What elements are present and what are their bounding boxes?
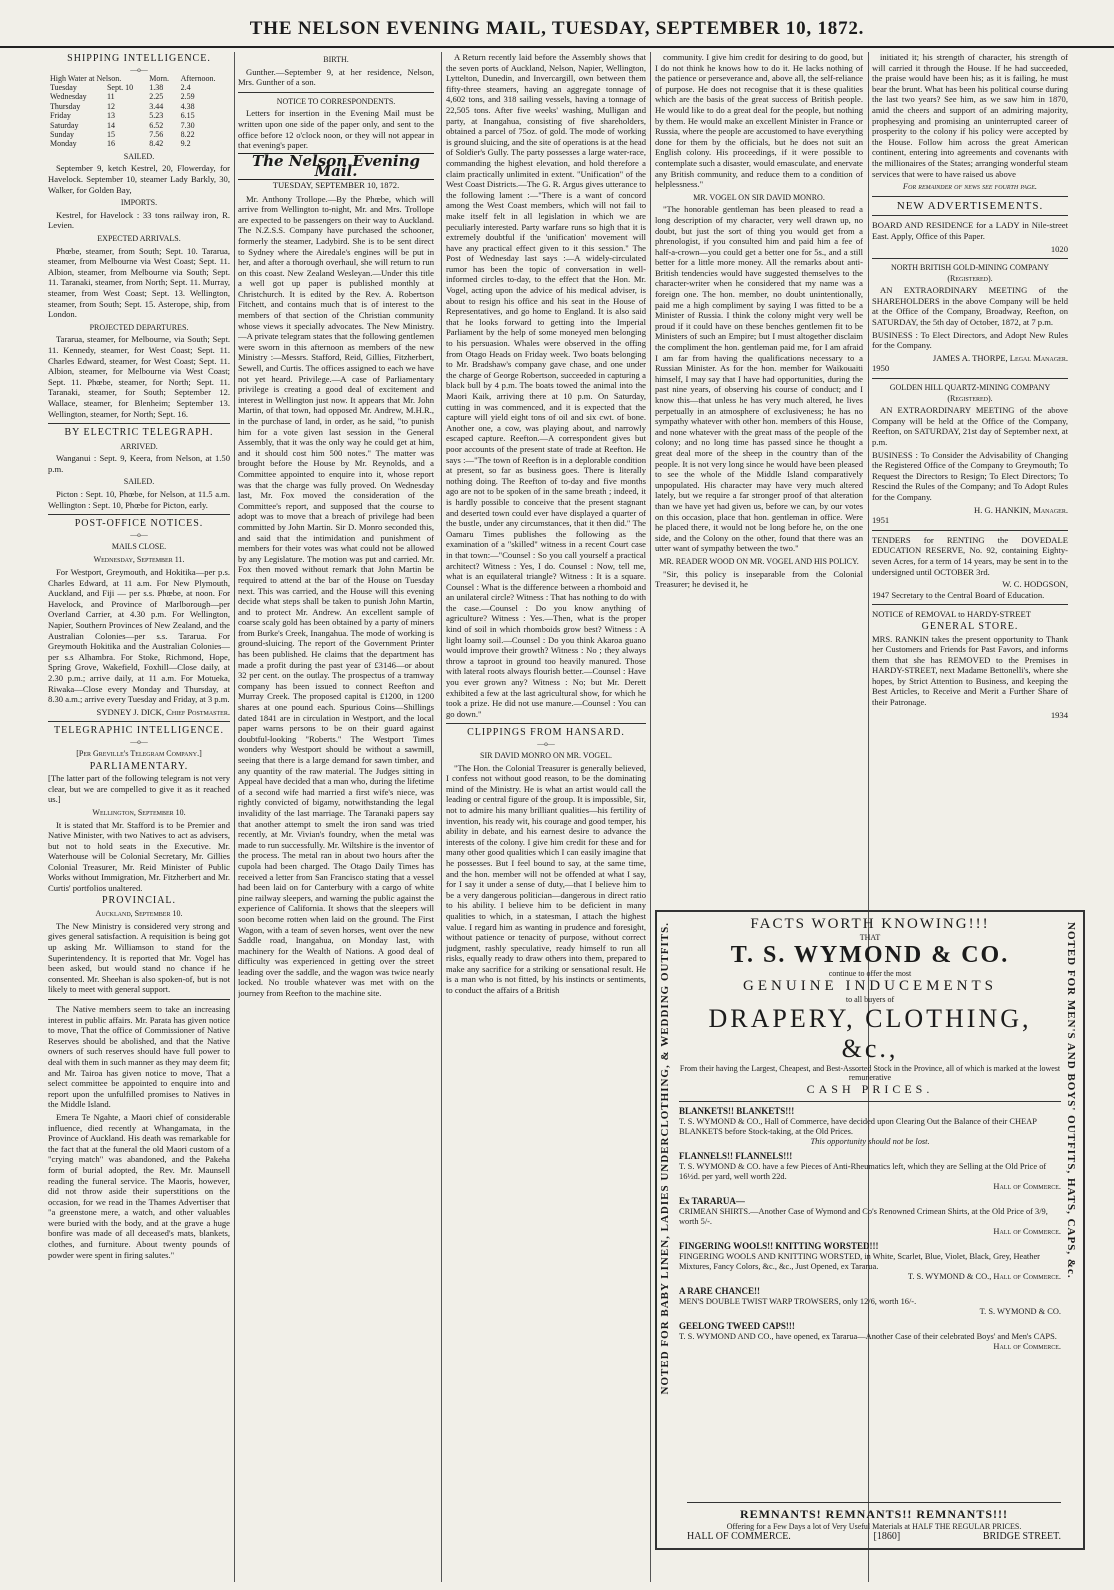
tide-table [48, 74, 230, 149]
table-row: Monday 16 8.42 9.2 [50, 139, 191, 149]
ad-text: AN EXTRAORDINARY MEETING of the above Company will be held at the Office of the Company, Reefton, on SATURDAY, 21st day of September next, at p.m. [872, 405, 1068, 447]
ad-number: 1950 [872, 363, 890, 374]
ad-text: TENDERS for RENTING the DOVEDALE EDUCATION RESERVE, No. 92, containing Eighty-seven Acres, for a term of 14 years, may be sent in to the undersigned until OCTOBER 3rd. [872, 534, 1068, 577]
ad-company: T. S. WYMOND & CO. [730, 942, 1010, 968]
ad-inducements: GENUINE INDUCEMENTS [743, 978, 997, 994]
ad-number: 1934 [1050, 709, 1068, 720]
ad-title: GOLDEN HILL QUARTZ-MINING COMPANY (Registered). [889, 383, 1051, 403]
section-heading: MAILS CLOSE. [111, 541, 167, 551]
section-heading: PROVINCIAL. [101, 894, 177, 906]
masthead: THE NELSON EVENING MAIL, TUESDAY, SEPTEMBER 10, 1872. [0, 18, 1114, 48]
wymond-advertisement: NOTED FOR BABY LINEN, LADIES UNDERCLOTHING, & WEDDING OUTFITS. NOTED FOR MEN'S AND BOYS' OUTFITS, HATS, CAPS, &c. FACTS WORTH KNOWING!!! THAT T. S. WYMOND & CO. continue to offer the most GENUINE INDUCEMENTS to all buyers of DRAPERY, CLOTHING, &c., From their having the Largest, Cheapest, and Best-Assorted Stock in the Province, all of which is marked at the lowest remunerative CASH PRICES. BLANKETS!! BLANKETS!!! T. S. WYMOND & CO., Hall of Commerce, have decided upon Clearing Out the Balance of their CHEAP BLANKETS before Stock-taking, at the Old Prices. This opportunity should not be lost. FLANNELS!! FLANNELS!!! T. S. WYMOND & CO. have a few Pieces of Anti-Rheumatics left, which they are Selling at the Old Price of 16½d. per yard, well worth 22d. Hall of Commerce. Ex TARARUA— CRIMEAN SHIRTS.—Another Case of Wymond and Co's Renowned Crimean Shirts, at the Old Price of 3/9, worth 5/-. Hall of Commerce. FINGERING WOOLS!! KNITTING WORSTED!!! FINGERING WOOLS AND KNITTING WORSTED, in White, Scarlet, Blue, Violet, Black, Grey, Heather Mixtures, Fancy Colors, &c., &c., Just Opened, ex Tararua. T. S. WYMOND & CO., Hall of Commerce. A RARE CHANCE!! MEN'S DOUBLE TWIST WARP TROWSERS, only 12/6, worth 16/-. T. S. WYMOND & CO. GEELONG TWEED CAPS!!! T. S. WYMOND AND CO., have opened, ex Tararua—Another Case of their celebrated Boys' and Men's CAPS. Hall of Commerce. REMNANTS! REMNANTS!! REMNANTS!!! Offering for a Few Days a lot of Very Useful Materials at HALF THE REGULAR PRICES. HALL OF COMMERCE. [1860] BRIDGE STREET. [655, 910, 1085, 1550]
ad-number: 1951 [872, 515, 890, 526]
column-5 [872, 52, 1068, 904]
ad-fingering: FINGERING WOOLS!! KNITTING WORSTED!!! FINGERING WOOLS AND KNITTING WORSTED, in White, Scarlet, Blue, Violet, Black, Grey, Heather Mixtures, Fancy Colors, &c., &c., Just Opened, ex Tararua. T. S. WYMOND & CO., Hall of Commerce. [679, 1241, 1061, 1281]
article-text: initiated it; his strength of character, his strength of will carried it through the House. If he had succeeded, the praise would have been his; as it is failing, he must bear the brunt. What has been his political course during the last two years? See him, as we saw him in 1870, amid the cheers and support of an admiring majority, prophesying and promising an uninterrupted career of prosperity to the colony if his policy were accepted by the House. Follow him across the great American continent, entering into agreements and covenants with the millionaires of the States; arranging wonderful steam services that were to have raised us above [872, 52, 1068, 179]
ad-title: GENERAL STORE. [921, 620, 1019, 632]
ad-text: BUSINESS : To Consider the Advisability of Changing the Registered Office of the Company to Greymouth; To Request the Directors to Resign; To Elect Directors; To Rescind the Rules of the Company; and To Adopt Rules for the Company. [872, 449, 1068, 502]
article-text: Kestrel, for Havelock : 33 tons railway iron, R. Levien. [48, 209, 230, 231]
column-rule [234, 52, 235, 1582]
ad-crimean: Ex TARARUA— CRIMEAN SHIRTS.—Another Case of Wymond and Co's Renowned Crimean Shirts, at the Old Price of 3/9, worth 5/-. Hall of Commerce. [679, 1196, 1061, 1236]
table-row: Wednesday 11 2.25 2.59 [50, 92, 195, 102]
section-heading: MR. VOGEL ON SIR DAVID MONRO. [693, 192, 825, 202]
section-heading: SIR DAVID MONRO ON MR. VOGEL. [480, 751, 612, 760]
post-office-title: POST-OFFICE NOTICES. [74, 518, 204, 530]
signature: SYDNEY J. DICK, Chief Postmaster. [96, 706, 230, 717]
table-row: Friday 13 5.23 6.15 [50, 111, 195, 121]
column-4 [655, 52, 863, 904]
remainder-note: For remainder of news see fourth page. [902, 181, 1038, 192]
article-text: For Westport, Greymouth, and Hokitika—per p.s. Charles Edward, at 11 a.m. For New Plymouth, Auckland, and Fiji — per s.s. Phœbe, at noon. For Havelock, and Province of Marlborough—per Overland Carrier, at 4.30 p.m. For Wellington, Napier, Southern Provinces of New Zealand, and the Australian Colonies—per s.s. Tararua. For Greymouth Hokitika and the Australian Colonies—per s.s Alhambra. For Stoke, Richmond, Hope, Spring Grove, Wakefield, Foxhill—Close daily, at 2.30 p.m.; arrive daily, at 11 a.m. For Motueka, Riwaka—Close every Monday and Thursday, at 8.30 a.m.; arrive every Tuesday and Friday, at 3 p.m. [48, 567, 230, 705]
tide-header: Morn. [149, 73, 170, 83]
section-heading: IMPORTS. [120, 198, 158, 208]
article-text: community. I give him credit for desiring to do good, but I do not think he knows how to do it. He lacks nothing of the patience or perseverance and, above all, the self-reliance of purpose. He does not recognise that it is these qualities which are the basis of the great success of British people. He would like to do a great deal for the people, but nothing by them. He would make an excellent Minister in France or Russia, where the people are accustomed to have everything done for them by the officials, but he does not suit an English colony. His proceedings, if it were possible to contemplate such a disaster, would emasculate, and enervate any British community, and reduce them to a condition of helplessness." [655, 52, 863, 190]
section-heading: PARLIAMENTARY. [89, 760, 189, 772]
mails-date: Wednesday, September 11. [93, 555, 185, 565]
section-heading: EXPECTED ARRIVALS. [97, 234, 181, 243]
signature: H. G. HANKIN, Manager. [974, 504, 1068, 515]
ad-number: 1020 [1050, 243, 1068, 254]
section-heading: [Per Greville's Telegram Company.] [76, 748, 202, 758]
ad-text: BOARD AND RESIDENCE for a LADY in Nile-street East. Apply, Office of this Paper. [872, 220, 1068, 241]
table-row: Thursday 12 3.44 4.38 [50, 101, 195, 111]
column-1: SHIPPING INTELLIGENCE. —o— High Water at Nelson. Morn. Afternoon. Tuesday Sept. 10 1.38 2.4 Wednesday 11 2.25 2.59 Thursday 12 3.44 4.38 Friday 13 5.23 6.15 Saturday 14 6.52 7.30 Sunday 15 7.56 8.22 Monday 16 8.42 9.2 SAILED. September 9, ketch Kestrel, 20, Flowerday, for Havelock. September 10, steamer Lady Barkly, 30, Walker, for Golden Bay, IMPORTS. Kestrel, for Havelock : 33 tons railway iron, R. Levien. EXPECTED ARRIVALS. Phœbe, steamer, from South; Sept. 10. Tararua, steamer, from Melbourne via West Coast; Sept. 11. Albion, steamer, from Melbourne via South; Sept. 11. Taranaki, steamer, from North; Sept. 11. Murray, steamer, from West Coast; Sept. 13. Wellington, steamer, from South; Sept. 15. Asterope, ship, from London. PROJECTED DEPARTURES. Tararua, steamer, for Melbourne, via South; Sept. 11. Kennedy, steamer, for West Coast; Sept. 11. Charles Edward, steamer, for West Coast; Sept. 11. Albion, steamer, for Melbourne via West Coast; Sept. 11. Phœbe, steamer, for North; Sept. 11. Taranaki, steamer, for South; September 12. Wallace, steamer, for Blenheim; September 13. Wellington, steamer, for North; Sept. 16. BY ELECTRIC TELEGRAPH. ARRIVED. Wanganui : Sept. 9, Keera, from Nelson, at 1.50 p.m. SAILED. Picton : Sept. 10, Phœbe, for Nelson, at 11.5 a.m. Wellington : Sept. 10, Phœbe for Picton, early. POST-OFFICE NOTICES. —o— MAILS CLOSE. Wednesday, September 11. For Westport, Greymouth, and Hokitika—per p.s. Charles Edward, at 11 a.m. For New Plymouth, Auckland, and Fiji — per s.s. Phœbe, at noon. For Havelock, and Province of Marlborough—per Overland Carrier, at 4.30 p.m. For Wellington, Napier, Southern Provinces of New Zealand, and the Australian Colonies—per s.s. Tararua. For Greymouth Hokitika and the Australian Colonies—per s.s Alhambra. For Stoke, Richmond, Hope, Spring Grove, Wakefield, Foxhill—Close daily, at 2.30 p.m.; arrive daily, at 11 a.m. For Motueka, Riwaka—Close every Monday and Thursday, at 8.30 a.m.; arrive every Tuesday and Friday, at 3 p.m. SYDNEY J. DICK, Chief Postmaster. TELEGRAPHIC INTELLIGENCE. —o— [Per Greville's Telegram Company.] PARLIAMENTARY. [The latter part of the following telegram is not very clear, but we are compelled to give it as it reached us.] Wellington, September 10. It is stated that Mr. Stafford is to be Premier and Native Minister, with two Natives to act as advisers, but not to hold seats in the Executive. Mr. Waterhouse will be Colonial Secretary, Mr. Gillies Colonial Treasurer, Mr. Reid Minister of Public Works without Immigration, Mr. Fitzherbert and Mr. Curtis' portfolios unaltered. PROVINCIAL. Auckland, September 10. The New Ministry is considered very strong and gives general satisfaction. A requisition is being got up asking Mr. Williamson to stand for the Superintendency. It is reported that Mr. Vogel has been asked, but would stand no chance if he consented. Mr. Sheehan is also spoken-of, but is not likely to meet with general support. The Native members seem to take an increasing interest in public affairs. Mr. Parata has given notice to move, That the office of Commissioner of Native Reserves should be abolished, and that the Native owners of such reserves should have full power to deal with them in such manner as they may deem fit; and Mr. Tairoa has given notice to move, That a select committee be appointed to enquire into and report upon the unfulfilled promises to Natives in the Middle Island. Emera Te Ngahte, a Maori chief of considerable influence, died recently at Whangamata, in the Province of Auckland. His death was remarkable for the fact that at the funeral the old Maori custom of a "crying match" was abandoned, and the Pakeha form of burial adopted, the Rev. Mr. Maunsell reading the funeral service. The Maoris, however, did not throw aside their superstitions on the occasion, for we read in the Thames Advertiser that "a greenstone mere, a watch, and other valuables were buried with the body, and at the grave a huge bonfire was made of all deceased's mats, blankets, clothes, and furniture. About twenty pounds of powder were spent in firing salutes." [48, 53, 230, 1260]
article-text: September 9, ketch Kestrel, 20, Flowerday, for Havelock. September 10, steamer Lady Barkly, 30, Walker, for Golden Bay, [48, 163, 230, 195]
ad-number: 1947 Secretary to the Central Board of Education. [872, 589, 1045, 600]
clippings-title: CLIPPINGS FROM HANSARD. [467, 727, 625, 739]
shipping-title: SHIPPING INTELLIGENCE. [67, 53, 211, 64]
column-rule [650, 52, 651, 1582]
column-2 [238, 52, 434, 1582]
signature: W. C. HODGSON, [1002, 579, 1068, 590]
ad-title: NOTICE of REMOVAL to HARDY-STREET [872, 609, 1031, 620]
article-text: "Sir, this policy is inseparable from the Colonial Treasurer; he devised it, he [655, 568, 863, 590]
article-text: Mr. Anthony Trollope.—By the Phœbe, which will arrive from Wellington to-night, Mr. and Mrs. Trollope are expected to be passengers on their way to Auckland. The N.Z.S.S. Company have purchased the schooner, formerly the steamer, Ladybird. She is to be sent direct to Sydney where the Airedale's engines will be put in her, and after a thorough overhaul, she will return to run on this coast. New Zealand Wesleyan.—Under this title a well got up paper is published monthly at Christchurch. It is edited by the Rev. A. Robertson Fitchett, and contains much that is of interest to the members of that section of the Christian community whose views it specially advocates. The New Ministry.—A private telegram states that the following gentlemen were sworn in this afternoon as members of the new Ministry :—Messrs. Stafford, Reid, Gillies, Fitzherbert, Sewell, and Curtis. The offices assigned to each we have not yet heard. Privilege.—A case of Parliamentary privilege is creating a good deal of excitement and interest in Wellington just now. It appears that Mr. John Martin, of that town, had opposed Mr. Andrew, M.H.R., in the purchase of land, in order, as he said, "to punish him for a vote given last session in the General Assembly, that it was the only way he could get at him, and it should cost him 500 notes." The matter was brought before the House by Mr. Reynolds, and a Committee appointed to enquire into it, whose report was that the charge was fully proved. On Wednesday last, Mr. Fox moved the consideration of the Committee's report, and supposed that the course to adopt was to move that a breach of privilege had been committed by John Martin. Sir D. Monro seconded this, and said that the intimidation and punishment of members for their votes was what could not be allowed by any Legislature. The motion was put and carried. Mr. Fox then moved without remark that John Martin be required to attend at the bar of the House on Tuesday next. This was carried, and the House will this evening decide what steps shall be taken to punish John Martin, and to protect Mr. Andrew. An excellent sample of coarse scaly gold has been obtained by a party of miners from Burke's Creek, Inangahua. The mode of working is ground-sluicing. The report of the Government Printer has been published. He claims that the department has made a profit during the past year of £3146—or about 32 per cent. on the outlay. The prospectus of a tramway company has been issued to connect Reefton and Murray Creek. The proposed capital is £1200, in 1200 shares at one pound each. Spurious Coins—Shillings dated 1841 are in circulation in Westport, and the local paper warns persons to be on their guard against doubtful-looking "Roberts." The Westport Times wonders why Westport should be without a sawmill, seeing that there is a large demand for sawn timber, and any quantity of the raw material. The Judges sitting in Appeal have decided that a man who, during the lifetime of a second wife had married a first wife's niece, was rightly convicted of bigamy, notwithstanding the legal invalidity of the last marriage. The Taranaki papers say that another attempt to smelt the iron sand was tried recently, at Mr. Vivian's foundry, when the metal was made to run successfully. Mr. Wiltshire is the inventor of the process. The metal ran in about two hours after the cupola had been charged. The Otago Daily Times has received a letter from San Francisco stating that a vessel had been laid on for Canterbury with a cargo of white pine railway sleepers, and warning the public against the experience of California. It shows that the sleepers will soon become rotten when laid on the ground. The First Wagon, with a team of seven horses, went over the new Saddle road, Inangahua, on Monday last, with machinery for the Wealth of Nations. A good deal of difficulty was experienced in getting over the street leading over the saddle, and the wagon was twice nearly locked. No trouble whatever was met with on the journey from Reefton to the machine site. [238, 193, 434, 999]
section-heading: PROJECTED DEPARTURES. [89, 322, 189, 332]
article-text: It is stated that Mr. Stafford is to be Premier and Native Minister, with two Natives to act as advisers, but not to hold seats in the Executive. Mr. Waterhouse will be Colonial Secretary, Mr. Gillies Colonial Treasurer, Mr. Reid Minister of Public Works without Immigration, Mr. Fitzherbert and Mr. Curtis' portfolios unaltered. [48, 819, 230, 894]
section-heading: ARRIVED. [120, 441, 158, 451]
section-heading: SAILED. [123, 151, 155, 161]
ad-caps: GEELONG TWEED CAPS!!! T. S. WYMOND AND CO., have opened, ex Tararua—Another Case of their celebrated Boys' and Men's CAPS. Hall of Commerce. [679, 1321, 1061, 1351]
table-row: Tuesday Sept. 10 1.38 2.4 [50, 83, 191, 92]
side-banner-left: NOTED FOR BABY LINEN, LADIES UNDERCLOTHING, & WEDDING OUTFITS. [659, 922, 671, 1395]
article-text: Gunther.—September 9, at her residence, Nelson, Mrs. Gunther of a son. [238, 66, 434, 88]
side-banner-right: NOTED FOR MEN'S AND BOYS' OUTFITS, HATS, CAPS, &c. [1065, 922, 1077, 1279]
article-text: Tararua, steamer, for Melbourne, via South; Sept. 11. Kennedy, steamer, for West Coast; Sept. 11. Charles Edward, steamer, for West Coast; Sept. 11. Albion, steamer, for Melbourne via West Coast; Sept. 11. Phœbe, steamer, for North; Sept. 11. Taranaki, steamer, for South; September 12. Wallace, steamer, for Blenheim; September 13. Wellington, steamer, for North; Sept. 16. [48, 334, 230, 419]
ad-cash-prices: CASH PRICES. [806, 1082, 934, 1096]
ad-text: AN EXTRAORDINARY MEETING of the SHAREHOLDERS in the above Company will be held at the Office of the Company, Broadway, Reefton, on SATURDAY, the 5th day of October, 1872, at 7 p.m. [872, 285, 1068, 328]
table-row: Saturday 14 6.52 7.30 [50, 120, 195, 130]
ad-drapery: DRAPERY, CLOTHING, &c., [708, 1004, 1032, 1063]
column-3: A Return recently laid before the Assembly shows that the seven ports of Auckland, Nelson, Napier, Wellington, Lyttelton, Dunedin, and Invercargill, own between them fifty-three steamers, having an aggregate tonnage of 4,602 tons, and 318 sailing vessels, having a tonnage of 22,505 tons. After five weeks' washing, Mulligan and party, at Inangahua, consisting of five shareholders, obtained a parcel of 75oz. of gold. The mode of working is ground sluicing, and the site of operations is at the head of Soldier's Gully. The party possesses a large water-race, commanding the highest elevation, and hold therefore a claim practically unlimited in extent. "Unification" of the West Coast Districts.—The G. R. Argus gives utterance to the following lament :—"There is a want of concord among the West Coast members, which will not fail to make itself felt in all legislation in which we are peculiarly interested. Party warfare runs so high that it is extremely doubtful if the 'unification' movement will have any practical effect given to it this session." The Post of Wednesday last says :—A widely-circulated rumor has been the topic of conversation in well-informed circles to-day, to the effect that the Hon. Mr. Vogel, acting upon the advice of his medical adviser, is about to resign his office and his seat in the House of Representatives, and go home to England. It is also said that he looks forward to getting into the Imperial Parliament by the help of some moneyed men belonging to his persuasion. Whales were observed in the offing from Otago Heads on Friday week. Two boats belonging to Mr. Bradshaw's company gave chase, and one under the charge of George Robertson, succeeded in capturing a black bull by 4 p.m. The boats towed the animal into the Maori Kaik, arriving there at 10 p.m. On Saturday, cutting in was commenced, and it is expected that the capture will yield eight tons of oil and six cwt. of bone. Another one, a cow, was playing about, and narrowly escaped capture. Reefton.—A correspondent gives but poor accounts of the present state of trade at Reefton. He says :—"The town of Reefton is in a deplorable condition at present, so far as business goes. There is literally nothing doing. The Reefton of to-day and five months ago are not to be spoken of in the same breath ; indeed, it is hardly possible to conceive that the present stagnant and deserted town could ever have displayed a quarter of the bustle, under any circumstances, that it then did." The Oamaru Times publishes the following as the examination of a "skilled" witness in a recent Court case in that town:—"Counsel : So you call yourself a practical architect? Witness : Yes, I do. Counsel : Now, tell me, what is an equilateral triangle? Witness : It is a square. Counsel : What is the difference between a rhomboid and an unilateral circle? Witness : That has nothing to do with the case.—Counsel : Do you know anything of agriculture? Witness : Yes.—Then, what is the proper kind of soil in which rhomboids grow best? Witness : A light loamy soil.—Counsel : Do you think Akaroa guano would improve their growth? Witness : No ; they always throw a taproot in ground too heavily manured. Those with lateral roots always flourish better.—Counsel : Have you ever grown any? Witness : No; but Mr. Derett exhibited a few at the last agricultural show, for which he took a prize. He did not use manure.—Counsel : You can go down." CLIPPINGS FROM HANSARD. —o— SIR DAVID MONRO ON MR. VOGEL. "The Hon. the Colonial Treasurer is generally believed, I confess not without good reason, to be the dominating mind of the Ministry. He is what an artist would call the leading or central figure of the group. It is impossible, Sir, not to admire his many brilliant qualities—his fertility of invention, his ready wit, his courage and good temper, his ability in debate, and his earnest desire to advance the interests of the colony. I give him credit for these and for many other good qualities which I can easily imagine that he possesses. But I feel bound to say, at the same time, and the hon. member will not be offended at what I say, for I say it under a sense of duty,—that I believe him to be a very dangerous politician—dangerous in direct ratio to his ability. I believe him to be deficient in many qualities to which, in a statesman, I attach the highest value. I regard him as wanting in prudence and foresight, without patience or tenacity of purpose, without correct judgment, rashly speculative, ready himself to run all risks, equally ready to draw others into them, prepared to make any sacrifice for a striking or sensational result. He is a man who is not fitted, by his instincts or sentiments, to conduct the affairs of a British [446, 52, 646, 996]
column-rule [441, 52, 442, 1582]
ad-text: BUSINESS : To Elect Directors, and Adopt New Rules for the Company. [872, 329, 1068, 351]
signature: JAMES A. THORPE, Legal Manager. [932, 352, 1068, 363]
electric-title: BY ELECTRIC TELEGRAPH. [64, 427, 214, 439]
section-heading: MR. READER WOOD ON MR. VOGEL AND HIS POLICY. [659, 556, 859, 566]
tide-header: Afternoon. [180, 73, 216, 83]
article-text: Emera Te Ngahte, a Maori chief of considerable influence, died recently at Whangamata, in the Province of Auckland. His death was remarkable for the fact that at the funeral the old Maori custom of a "crying match" was abandoned, and the Pakeha form of burial adopted, the Rev. Mr. Maunsell reading the funeral service. The Maoris, however, did not throw aside their superstitions on the occasion, for we read in the Thames Advertiser that "a greenstone mere, a watch, and other valuables were buried with the body, and at the grave a huge bonfire was made of all deceased's mats, blankets, clothes, and furniture. About twenty pounds of powder were spent in firing salutes." [48, 1111, 230, 1260]
table-row [48, 74, 230, 83]
article-text: "The honorable gentleman has been pleased to read a long description of my character, very well drawn up, no doubt, but just the sort of thing you would get from a phrenologist, if you consulted him and paid him a fee of half-a-crown—you could get a better one for 5s., and a still better for a little more money. All the remarks about anti-British tendencies would have suggested themselves to the character-writer when he considered that my name was a foreign one. The hon. member, no doubt unintentionally, paid me a high compliment by saying I was fitted to be a Minister of Russia. I think the colony might very well be proud if it could have on these benches gentlemen fit to be Ministers of such an Empire; but I must altogether disclaim the compliment the hon. gentleman paid me, for I am afraid I am far from having the qualifications necessary to a Russian Minister. As for the hon. member for Waikouaiti himself, I may say that I have had opportunities, during the past nine years, of observing his course of conduct; and I know this—that unless he has very much altered, he lives perpetually in an atmosphere of exclusiveness; he has no sympathy whatever with other hon. members of this House, and none whatever with the great mass of the people of the colony; and no long time has passed since he thought a great deal more of the sheep in the country than of the people. It is not very long since he would have been pleased to see the whole of the Middle Island comparatively unpopulated. His character may have very much altered lately, but we require a far stronger proof of that alteration than we have yet had given us, before we can, by our votes on this occasion, place that hon. gentleman in office. Were he placed there, it would not be long before he, on the one side, and the Colony on the other, found that there was an utter want of sympathy between the two." [655, 204, 863, 554]
paper-title: The Nelson Evening Mail. [238, 153, 434, 180]
article-text: Wanganui : Sept. 9, Keera, from Nelson, at 1.50 p.m. [48, 453, 230, 474]
dateline: Wellington, September 10. [92, 807, 186, 817]
article-text: The New Ministry is considered very strong and gives general satisfaction. A requisition is being got up asking Mr. Williamson to stand for the Superintendency. It is reported that Mr. Vogel has been asked, but would stand no chance if he consented. Mr. Sheehan is also spoken-of, but is not likely to meet with general support. [48, 920, 230, 995]
new-ads-title: NEW ADVERTISEMENTS. [896, 199, 1044, 212]
dateline: Auckland, September 10. [95, 909, 183, 919]
section-heading: BIRTH. [323, 55, 349, 64]
article-text: "The Hon. the Colonial Treasurer is generally believed, I confess not without good reason, to be the dominating mind of the Ministry. He is what an artist would call the leading or central figure of the group. It is impossible, Sir, not to admire his many brilliant qualities—his fertility of invention, his ready wit, his courage and good temper, his ability in debate, and his earnest desire to advance the interests of the colony. I give him credit for these and for many other good qualities which I can easily imagine that he possesses. But I feel bound to say, at the same time, and the hon. member will not be offended at what I say, for I say it under a sense of duty,—that I believe him to be a very dangerous politician—dangerous in direct ratio to his ability. I believe him to be deficient in many qualities to which, in a statesman, I attach the highest value. I regard him as wanting in prudence and foresight, without patience or tenacity of purpose, without correct judgment, rashly speculative, ready himself to run all risks, equally ready to draw others into them, prepared to make any sacrifice for a striking or sensational result. He is a man who is not fitted, by his instincts or sentiments, to conduct the affairs of a British [446, 762, 646, 996]
table-row: Sunday 15 7.56 8.22 [50, 130, 195, 140]
ad-flannels: FLANNELS!! FLANNELS!!! T. S. WYMOND & CO. have a few Pieces of Anti-Rheumatics left, which they are Selling at the Old Price of 16½d. per yard, well worth 22d. Hall of Commerce. [679, 1151, 1061, 1191]
section-heading: SAILED. [123, 477, 155, 487]
ad-title: NORTH BRITISH GOLD-MINING COMPANY (Registered). [890, 263, 1050, 283]
section-heading: NOTICE TO CORRESPONDENTS. [276, 96, 396, 106]
telegraphic-title: TELEGRAPHIC INTELLIGENCE. [54, 725, 224, 737]
article-text: Phœbe, steamer, from South; Sept. 10. Tararua, steamer, from Melbourne via West Coast; Sept. 11. Albion, steamer, from Melbourne via South; Sept. 11. Taranaki, steamer, from North; Sept. 11. Murray, steamer, from West Coast; Sept. 13. Wellington, steamer, from South; Sept. 15. Asterope, ship, from London. [48, 245, 230, 320]
article-text: The Native members seem to take an increasing interest in public affairs. Mr. Parata has given notice to move, That the office of Commissioner of Native Reserves should be abolished, and that the Native owners of such reserves should have full power to deal with them in such manner as they may deem fit; and Mr. Tairoa has given notice to move, That a select committee be appointed to enquire into and report upon the unfulfilled promises to Natives in the Middle Island. [48, 1004, 230, 1110]
ad-remnants: REMNANTS! REMNANTS!! REMNANTS!!! Offering for a Few Days a lot of Very Useful Materials at HALF THE REGULAR PRICES. HALL OF COMMERCE. [1860] BRIDGE STREET. [687, 1498, 1061, 1542]
article-text: Letters for insertion in the Evening Mail must be written upon one side of the paper only, and sent to the office before 12 o'clock noon, or they will not appear in that evening's paper. [238, 108, 434, 151]
article-text: Picton : Sept. 10, Phœbe, for Nelson, at 11.5 a.m. Wellington : Sept. 10, Phœbe for Picton, early. [48, 489, 230, 510]
ad-text: MRS. RANKIN takes the present opportunity to Thank her Customers and Friends for Past Favors, and informs them that she has REMOVED to the Premises in HARDY-STREET, next Madame Bettonelli's, where she hopes, by Strict Attention to Business, and keeping the Best Articles, to Receive and Merit a Further Share of their Patronage. [872, 633, 1068, 708]
ad-headline: FACTS WORTH KNOWING!!! [750, 916, 990, 932]
dateline: TUESDAY, SEPTEMBER 10, 1872. [272, 179, 400, 190]
article-text: A Return recently laid before the Assembly shows that the seven ports of Auckland, Nelson, Napier, Wellington, Lyttelton, Dunedin, and Invercargill, own between them fifty-three steamers, having an aggregate tonnage of 4,602 tons, and 318 sailing vessels, having a tonnage of 22,505 tons. After five weeks' washing, Mulligan and party, at Inangahua, consisting of five shareholders, obtained a parcel of 75oz. of gold. The mode of working is ground sluicing, and the site of operations is at the head of Soldier's Gully. The party possesses a large water-race, commanding the highest elevation, and hold therefore a claim practically unlimited in extent. "Unification" of the West Coast Districts.—The G. R. Argus gives utterance to the following lament :—"There is a want of concord among the West Coast members, which will not fail to make itself felt in all legislation in which we are peculiarly interested. Party warfare runs so high that it is extremely doubtful if the 'unification' movement will have any practical effect given to it this session." The Post of Wednesday last says :—A widely-circulated rumor has been the topic of conversation in well-informed circles to-day, to the effect that the Hon. Mr. Vogel, acting upon the advice of his medical adviser, is about to resign his office and his seat in the House of Representatives, and go home to England. It is also said that he looks forward to getting into the Imperial Parliament by the help of some moneyed men belonging to his persuasion. Whales were observed in the offing from Otago Heads on Friday week. Two boats belonging to Mr. Bradshaw's company gave chase, and one under the charge of George Robertson, succeeded in capturing a black bull by 4 p.m. The boats towed the animal into the Maori Kaik, arriving there at 10 p.m. On Saturday, cutting in was commenced, and it is expected that the capture will yield eight tons of oil and six cwt. of bone. Another one, a cow, was playing about, and narrowly escaped capture. Reefton.—A correspondent gives but poor accounts of the present state of trade at Reefton. He says :—"The town of Reefton is in a deplorable condition at present, so far as business goes. There is literally nothing doing. The Reefton of to-day and five months ago are not to be spoken of in the same breath ; indeed, it is hardly possible to conceive that the present stagnant and deserted town could ever have displayed a quarter of the bustle, under any circumstances, that it then did." The Oamaru Times publishes the following as the examination of a "skilled" witness in a recent Court case in that town:—"Counsel : So you call yourself a practical architect? Witness : Yes, I do. Counsel : Now, tell me, what is an equilateral triangle? Witness : It is a square. Counsel : What is the difference between a rhomboid and an unilateral circle? Witness : That has nothing to do with the case.—Counsel : Do you know anything of agriculture? Witness : Yes.—Then, what is the proper kind of soil in which rhomboids grow best? Witness : A light loamy soil.—Counsel : Do you think Akaroa guano would improve their growth? Witness : No ; they always throw a taproot in ground too heavily manured. Those with lateral roots always flourish better.—Counsel : Have you ever grown any? Witness : No; but Mr. Derett exhibited a few at the last agricultural show, for which he took a prize. He did not use manure.—Counsel : You can go down." [446, 52, 646, 719]
tide-header: High Water at Nelson. [50, 73, 122, 83]
ad-blankets: BLANKETS!! BLANKETS!!! T. S. WYMOND & CO., Hall of Commerce, have decided upon Clearing Out the Balance of their CHEAP BLANKETS before Stock-taking, at the Old Prices. This opportunity should not be lost. [679, 1106, 1037, 1146]
article-text: [The latter part of the following telegram is not very clear, but we are compelled to give it as it reached us.] [48, 773, 230, 805]
ad-trowsers: A RARE CHANCE!! MEN'S DOUBLE TWIST WARP TROWSERS, only 12/6, worth 16/-. T. S. WYMOND & CO. [679, 1286, 1061, 1316]
